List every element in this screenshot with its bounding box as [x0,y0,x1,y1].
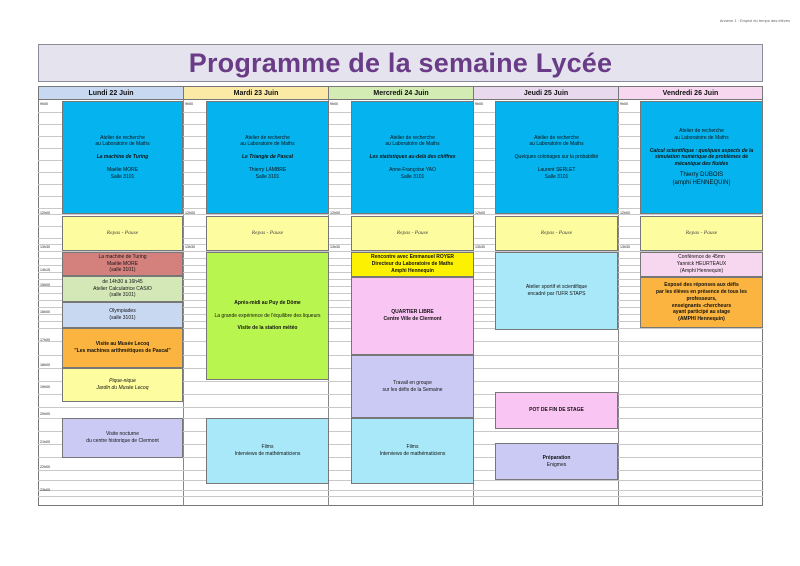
event-line: Rencontre avec Emmanuel ROYER [370,254,455,261]
event-line: enseignants -chercheurs [671,302,732,309]
event-line: au Laboratoire de Maths [95,141,150,148]
event-line: QUARTIER LIBRE [391,309,434,316]
pause-label: Repas - Pause [251,229,284,236]
event-topic: La machine de Turing [96,154,149,161]
event-thursday-preparation [495,443,618,480]
event-line: Amphi Hennequin [391,267,434,274]
grid-row-line [38,496,763,497]
time-label: 22h00 [40,465,50,469]
time-label: 13h30 [620,245,630,249]
event-topic: Les statistiques au-delà des chiffres [369,154,456,161]
event-thursday-sport [495,252,618,330]
event-room: Salle 3101 [400,173,425,180]
event-monday-visite-nocturne [62,418,183,458]
event-speaker: Maélie MORE [106,166,139,173]
event-line: Atelier de recherche [679,128,724,135]
event-line: (Amphi Hennequin) [679,267,724,274]
time-label: 9h00 [330,102,338,106]
event-line: Films [406,444,419,451]
event-speaker: Anne-Françoise YAO [389,166,436,173]
event-line: Préparation [542,454,571,461]
event-line: Yannick HEURTEAUX [676,261,727,268]
event-line: sur les défis de la Semaine [382,386,443,393]
event-monday-musee [62,328,183,368]
event-line: Visite nocturne [106,431,139,438]
event-wednesday-films [351,418,474,484]
event-speaker: Laurent SERLET [537,166,576,173]
event-line: Centre Ville de Clermont [383,316,442,322]
event-topic: Calcul scientifique : quelques aspects de la simulation numérique de problèmes de mécanique des fluides [649,147,754,168]
event-line: Enigmes [546,461,567,468]
day-header-thursday: Jeudi 25 Juin [473,86,619,100]
time-label: 14h15 [40,268,50,272]
time-label: 12h00 [475,211,485,215]
time-label: 12h00 [330,211,340,215]
event-topic: Le Triangle de Pascal [241,154,294,161]
time-label: 9h00 [185,102,193,106]
event-line: Conférence de 45mn [678,254,725,261]
event-line: (salle 3101) [109,267,136,274]
event-tuesday-pause [206,216,329,251]
event-line: Films [261,444,274,451]
time-label: 9h00 [475,102,483,106]
day-header-tuesday: Mardi 23 Juin [183,86,329,100]
time-label: 13h30 [330,245,340,249]
event-tuesday-puy-de-dome [206,252,329,380]
event-room: Salle 3101 [255,173,280,180]
time-label: 21h00 [40,440,50,444]
time-label: 19h00 [40,385,50,389]
event-line: Atelier de recherche [100,134,145,141]
event-thursday-pot [495,392,618,429]
event-line: Visite de la station météo [237,325,298,332]
event-monday-olympiades [62,302,183,328]
time-label: 20h00 [40,412,50,416]
event-line: par les élèves en présence de tous les professeurs, [656,289,747,302]
event-line: Visite au Musée Lecoq [95,341,150,348]
event-tuesday-atelier [206,101,329,214]
event-wednesday-travail [351,355,474,418]
event-line: "Les machines arithmétiques de Pascal" [74,348,171,354]
event-room: Salle 3101 [110,173,135,180]
time-label: 12h00 [185,211,195,215]
event-line: au Laboratoire de Maths [240,141,295,148]
time-label: 23h00 [40,488,50,492]
event-line: Atelier de recherche [534,134,579,141]
event-line: (salle 3101) [109,315,136,321]
event-line: du centre historique de Clermont [86,438,159,444]
time-label: 9h00 [620,102,628,106]
event-monday-casio [62,276,183,302]
day-header-friday: Vendredi 26 Juin [618,86,763,100]
document-note: Annexe 1 : Emploi du temps des élèves [719,18,790,23]
event-line: au Laboratoire de Maths [529,141,584,148]
event-line: Travail en groupe [393,379,432,386]
time-label: 13h30 [40,245,50,249]
time-label: 13h30 [185,245,195,249]
title-banner [38,44,763,82]
pause-label: Repas - Pause [106,229,139,236]
event-friday-conference [640,252,763,277]
event-monday-turing [62,252,183,276]
page-title: Programme de la semaine Lycée [188,47,613,78]
pause-label: Repas - Pause [396,229,429,236]
event-topic: Quelques coloriages sur la probabilité [514,154,599,161]
event-tuesday-films [206,418,329,484]
event-line: Directeur du Laboratoire de Maths [371,261,454,268]
pause-label: Repas - Pause [685,229,718,236]
event-line: Exposé des réponses aux défis [664,282,739,289]
time-label: 15h00 [40,283,50,287]
pause-label: Repas - Pause [540,229,573,236]
event-monday-atelier [62,101,183,214]
event-wednesday-royer [351,252,474,277]
event-friday-atelier [640,101,763,214]
event-line: Atelier de recherche [245,134,290,141]
event-line: au Laboratoire de Maths [674,134,729,141]
event-line: POT DE FIN DE STAGE [529,407,584,414]
event-thursday-pause [495,216,618,251]
event-line: La grande expérience de l'équilibre des liqueurs [214,312,321,319]
event-room: Salle 3101 [544,173,569,180]
grid-row-line [38,214,763,215]
time-label: 9h00 [40,102,48,106]
time-label: 18h00 [40,363,50,367]
day-header-monday: Lundi 22 Juin [38,86,184,100]
event-line: La machine de Turing [98,253,147,260]
event-line: Interviews de mathématiciens [234,451,301,457]
event-line: Maélie MORE [106,260,139,267]
time-label: 17h00 [40,338,50,342]
time-label: 16h00 [40,310,50,314]
event-wednesday-quartier-libre [351,277,474,355]
event-monday-pause [62,216,183,251]
event-line: ayant participé au stage [673,309,730,316]
event-line: (AMPHI Hennequin) [678,316,725,322]
event-line: Atelier de recherche [390,134,435,141]
time-label: 13h30 [475,245,485,249]
event-wednesday-atelier [351,101,474,214]
event-line: Pique-nique [109,378,136,385]
event-line: Jardin du Musée Lecoq [96,385,149,391]
event-friday-expose [640,277,763,328]
event-line: au Laboratoire de Maths [385,141,440,148]
event-line: Atelier sportif et scientifique [525,284,588,291]
event-line: Interviews de mathématiciens [379,451,446,457]
event-wednesday-pause [351,216,474,251]
event-monday-pique-nique [62,368,183,402]
event-line: encadré par l'UFR STAPS [527,291,586,297]
event-line: (salle 3101) [109,292,136,299]
event-line: Atelier Calculatrice CASIO [93,285,152,292]
event-thursday-atelier [495,101,618,214]
time-label: 12h00 [40,211,50,215]
event-line: Olympiades [109,308,136,315]
event-friday-pause [640,216,763,251]
day-header-wednesday: Mercredi 24 Juin [328,86,474,100]
event-speaker: Thierry DUBOIS [679,171,724,178]
time-label: 12h00 [620,211,630,215]
event-room: (amphi HENNEQUIN) [672,179,731,186]
grid-row-line [38,490,763,491]
event-line: de 14h30 à 16h45 [102,278,143,285]
event-line: Après-midi au Puy de Dôme [234,299,301,306]
event-speaker: Thierry LAMBRE [248,166,287,173]
